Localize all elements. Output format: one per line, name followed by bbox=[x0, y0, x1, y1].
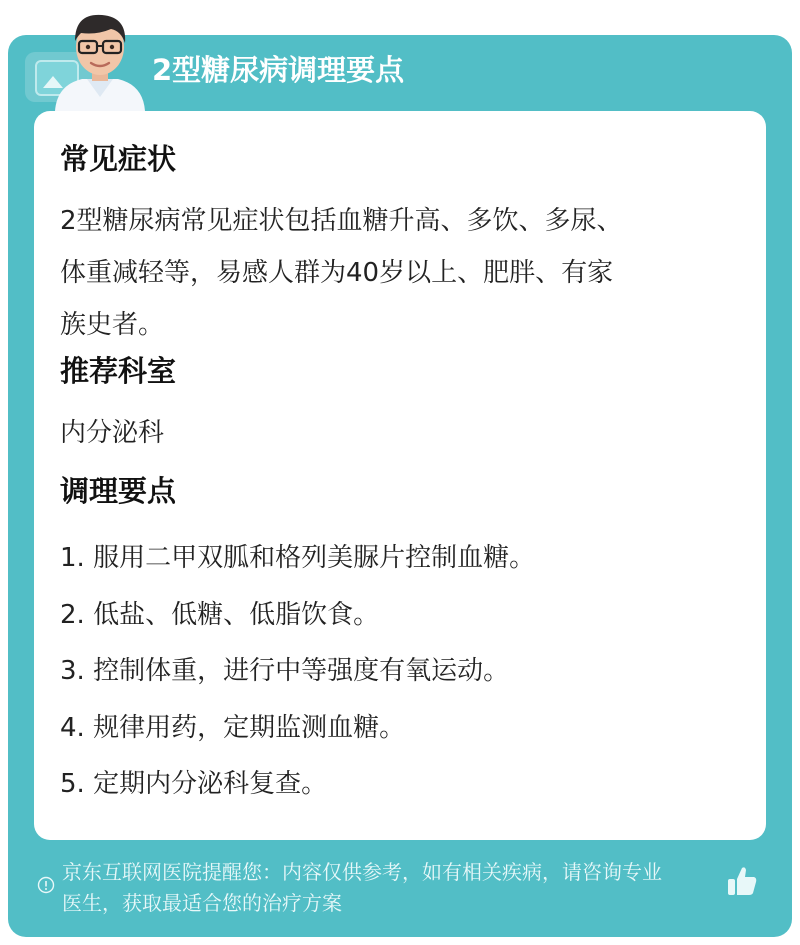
list-item: 1. 服用二甲双胍和格列美脲片控制血糖。 bbox=[60, 543, 536, 573]
content-panel bbox=[34, 111, 766, 840]
care-heading: 调理要点 bbox=[60, 474, 177, 508]
symptoms-text: 2型糖尿病常见症状包括血糖升高、多饮、多尿、 体重减轻等，易感人群为40岁以上、肥胖、有家 族史者。 bbox=[60, 206, 623, 340]
info-icon bbox=[37, 876, 55, 894]
disclaimer-text: 京东互联网医院提醒您：内容仅供参考，如有相关疾病，请咨询专业 医生，获取最适合您的治疗方案 bbox=[62, 860, 662, 915]
list-item: 4. 规律用药，定期监测血糖。 bbox=[60, 713, 406, 743]
list-item: 5. 定期内分泌科复查。 bbox=[60, 769, 328, 799]
department-heading: 推荐科室 bbox=[60, 354, 177, 388]
doctor-avatar-icon bbox=[47, 5, 153, 111]
department-text: 内分泌科 bbox=[60, 418, 165, 448]
list-item: 3. 控制体重，进行中等强度有氧运动。 bbox=[60, 656, 510, 686]
list-item: 2. 低盐、低糖、低脂饮食。 bbox=[60, 600, 380, 630]
thumbs-up-icon[interactable] bbox=[725, 864, 759, 898]
page-title: 2型糖尿病调理要点 bbox=[152, 53, 405, 87]
symptoms-heading: 常见症状 bbox=[60, 142, 177, 176]
